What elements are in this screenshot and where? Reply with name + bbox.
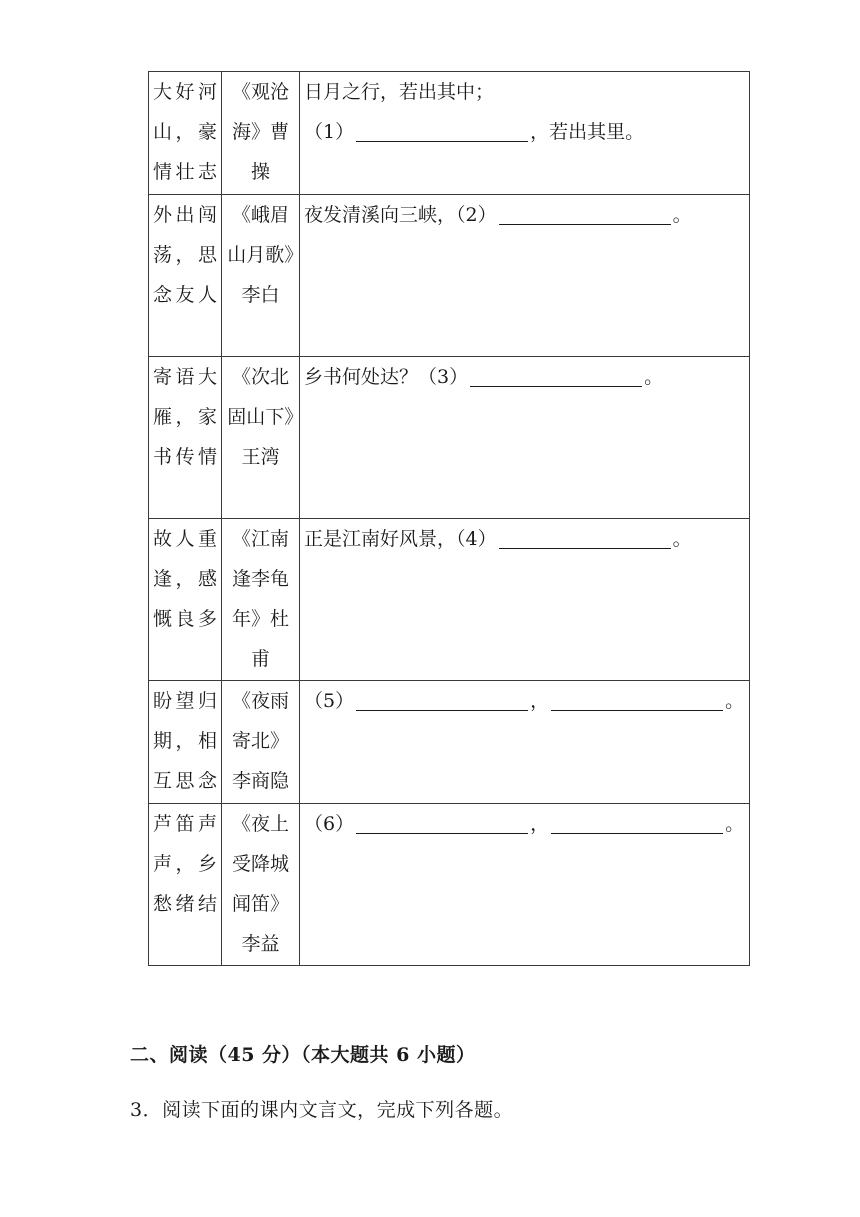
- poem-title-cell: [222, 519, 300, 681]
- answer-blank-5a[interactable]: [356, 684, 528, 711]
- theme-text: 大好河山，豪情壮志: [153, 81, 217, 183]
- poem-title: 《夜上受降城闻笛》李益: [231, 813, 289, 955]
- theme-text: 故人重逢，感慨良多: [153, 528, 217, 630]
- poetry-fill-in-table: [148, 71, 750, 966]
- verse-cell: [300, 72, 750, 195]
- answer-blank-3[interactable]: [470, 360, 642, 387]
- answer-blank-6b[interactable]: [551, 807, 723, 834]
- verse-suffix: 。: [644, 366, 664, 388]
- verse-line: 日月之行，若出其中；: [304, 81, 495, 103]
- answer-blank-1[interactable]: [356, 115, 528, 142]
- poem-title-cell: [222, 804, 300, 966]
- table-row: [149, 519, 750, 681]
- verse-prefix: （6）: [304, 813, 355, 835]
- poem-title: 《峨眉山月歌》李白: [227, 204, 294, 306]
- theme-text: 盼望归期，相互思念: [153, 690, 217, 792]
- theme-text: 外出闯荡，思念友人: [153, 204, 217, 306]
- verse-prefix: （5）: [304, 690, 355, 712]
- verse-cell: [300, 195, 750, 357]
- verse-cell: [300, 357, 750, 519]
- theme-cell: [149, 804, 222, 966]
- poem-title: 《夜雨寄北》李商隐: [231, 690, 289, 792]
- poem-title: 《观沧海》曹操: [231, 81, 289, 183]
- theme-cell: [149, 681, 222, 804]
- section-heading: 二、阅读（45 分）（本大题共 6 小题）: [130, 1044, 476, 1066]
- verse-cell: [300, 681, 750, 804]
- answer-blank-6a[interactable]: [356, 807, 528, 834]
- verse-separator: ，: [530, 690, 550, 712]
- poem-title: 《江南逢李龟年》杜甫: [231, 528, 289, 670]
- table-row: [149, 681, 750, 804]
- theme-cell: [149, 357, 222, 519]
- answer-blank-4[interactable]: [499, 522, 671, 549]
- theme-text: 寄语大雁，家书传情: [153, 366, 217, 468]
- verse-suffix: 。: [725, 690, 745, 712]
- verse-cell: [300, 804, 750, 966]
- verse-prefix: 正是江南好风景，（4）: [304, 528, 497, 550]
- theme-cell: [149, 195, 222, 357]
- verse-prefix: （1）: [304, 121, 355, 143]
- poem-title-cell: [222, 72, 300, 195]
- verse-prefix: 夜发清溪向三峡，（2）: [304, 204, 497, 226]
- table-row: [149, 195, 750, 357]
- verse-suffix: 。: [672, 528, 692, 550]
- table-row: [149, 72, 750, 195]
- theme-cell: [149, 72, 222, 195]
- verse-separator: ，: [530, 813, 550, 835]
- verse-prefix: 乡书何处达？（3）: [304, 366, 469, 388]
- table-row: [149, 357, 750, 519]
- poem-title-cell: [222, 357, 300, 519]
- poem-title: 《次北固山下》王湾: [227, 366, 294, 468]
- table-row: [149, 804, 750, 966]
- verse-cell: [300, 519, 750, 681]
- poem-title-cell: [222, 681, 300, 804]
- theme-cell: [149, 519, 222, 681]
- verse-suffix: 。: [672, 204, 692, 226]
- verse-suffix: 。: [725, 813, 745, 835]
- question-prompt: 3．阅读下面的课内文言文，完成下列各题。: [130, 1099, 514, 1121]
- answer-blank-5b[interactable]: [551, 684, 723, 711]
- poem-title-cell: [222, 195, 300, 357]
- theme-text: 芦笛声声，乡愁绪结: [153, 813, 217, 915]
- answer-blank-2[interactable]: [499, 198, 671, 225]
- verse-suffix: ，若出其里。: [530, 121, 645, 143]
